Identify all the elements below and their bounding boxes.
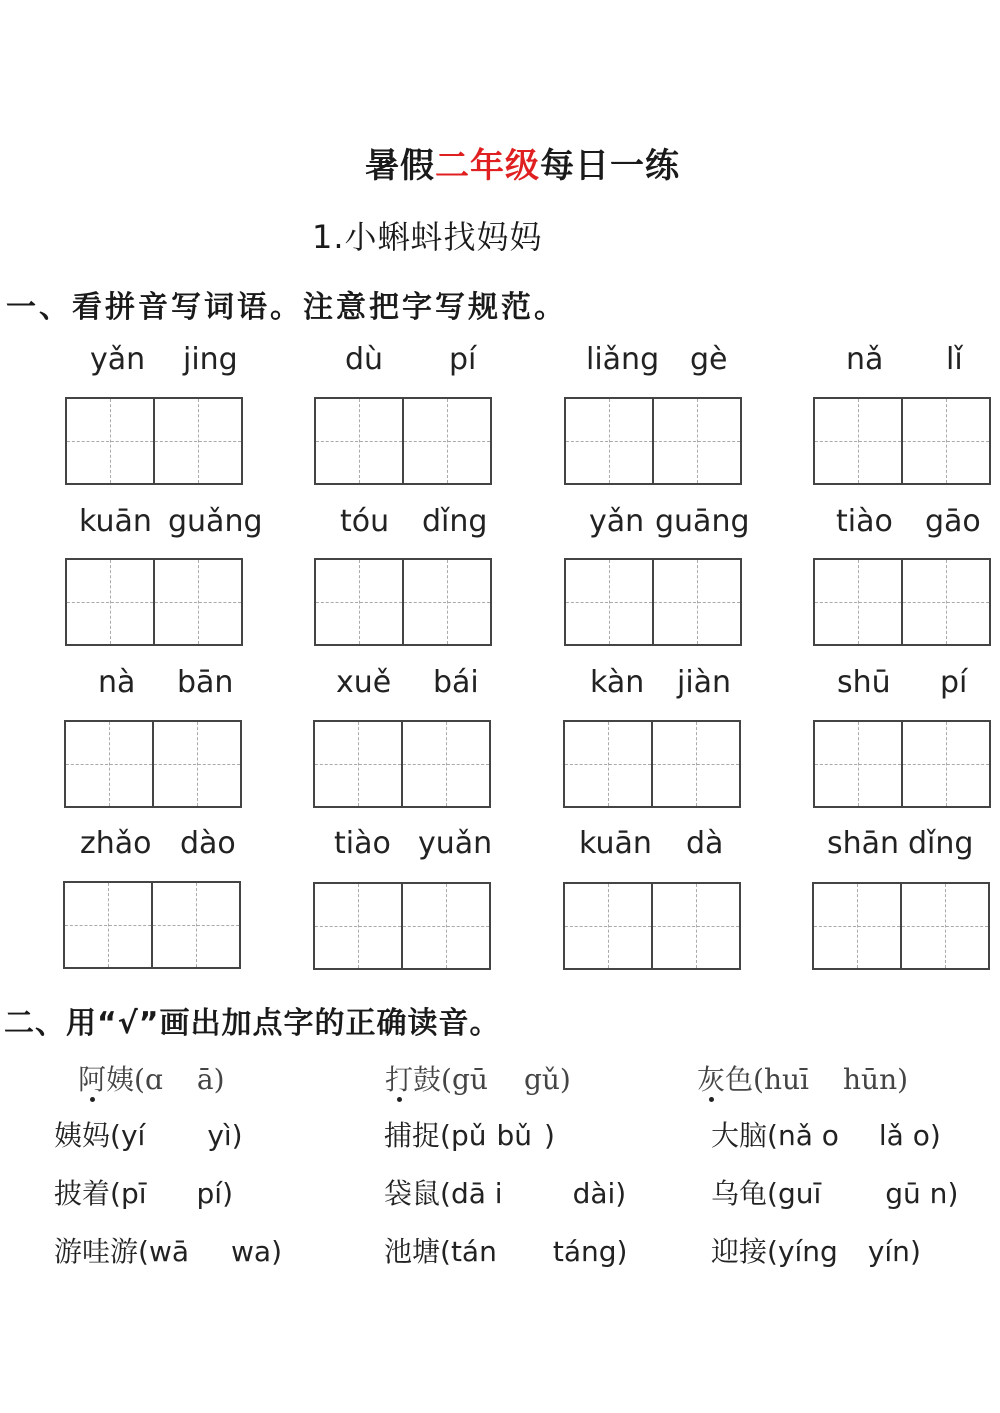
choice-item — [697, 1058, 908, 1098]
pinyin-label: zhǎo — [80, 826, 152, 861]
option-2[interactable]: pí — [196, 1177, 223, 1210]
paren-close: ) — [559, 1063, 571, 1096]
word: 大脑 — [711, 1119, 768, 1152]
pinyin-label: dǐng — [908, 826, 974, 861]
word-rest: 色 — [725, 1063, 754, 1096]
paren-open: ( — [110, 1119, 121, 1152]
dotted-char: 灰 — [697, 1063, 726, 1096]
writing-box-pair[interactable] — [313, 720, 491, 808]
option-1[interactable]: dā i — [450, 1177, 503, 1210]
paren-close: ) — [544, 1119, 555, 1152]
option-1[interactable]: huī — [763, 1063, 809, 1096]
pinyin-label: yǎn — [90, 342, 146, 377]
word: 游哇游 — [54, 1235, 139, 1268]
option-1[interactable]: pǔ — [450, 1119, 487, 1152]
paren-close: ) — [897, 1063, 909, 1096]
section-2-heading: 二、用“√”画出加点字的正确读音。 — [4, 1006, 501, 1041]
choice-item — [385, 1058, 571, 1098]
writing-box-pair[interactable] — [313, 882, 491, 970]
choice-item — [711, 1114, 941, 1154]
option-2[interactable]: lǎ o — [878, 1119, 930, 1152]
paren-open: ( — [138, 1235, 149, 1268]
writing-box-pair[interactable] — [64, 720, 242, 808]
word-rest: 鼓 — [413, 1063, 442, 1096]
title-part-1: 暑假 — [365, 146, 435, 186]
word-rest: 姨 — [106, 1063, 135, 1096]
pinyin-label: kàn — [590, 665, 645, 700]
dotted-char: 打 — [385, 1063, 414, 1096]
paren-open: ( — [767, 1177, 778, 1210]
section-1-heading: 一、看拼音写词语。注意把字写规范。 — [6, 290, 567, 325]
word: 袋鼠 — [384, 1177, 441, 1210]
pinyin-label: dù — [345, 342, 384, 377]
paren-close: ) — [909, 1235, 921, 1268]
title-part-3: 每日一练 — [540, 146, 680, 186]
word: 姨妈 — [54, 1119, 111, 1152]
paren-open: ( — [441, 1063, 452, 1096]
option-2[interactable]: dài — [572, 1177, 616, 1210]
word: 披着 — [54, 1177, 111, 1210]
choice-item — [711, 1230, 921, 1270]
paren-close: ) — [271, 1235, 283, 1268]
option-1[interactable]: pī — [120, 1177, 147, 1210]
option-1[interactable]: yíng — [777, 1235, 838, 1268]
paren-close: ) — [929, 1119, 941, 1152]
pinyin-label: nǎ — [846, 342, 884, 377]
paren-open: ( — [440, 1177, 451, 1210]
pinyin-label: xuě — [336, 665, 392, 700]
option-2[interactable]: hūn — [843, 1063, 898, 1096]
lesson-subtitle: 1.小蝌蚪找妈妈 — [312, 218, 543, 256]
word: 乌龟 — [711, 1177, 768, 1210]
pinyin-label: gāo — [925, 504, 981, 539]
word: 迎接 — [711, 1235, 768, 1268]
pinyin-label: yuǎn — [418, 826, 493, 861]
paren-close: ) — [213, 1063, 225, 1096]
choice-item — [78, 1058, 225, 1098]
option-2[interactable]: gū n — [885, 1177, 948, 1210]
writing-box-pair[interactable] — [65, 558, 243, 646]
pinyin-label: bái — [433, 665, 479, 700]
pinyin-label: nà — [98, 665, 136, 700]
paren-close: ) — [947, 1177, 959, 1210]
choice-item — [384, 1230, 627, 1270]
writing-box-pair[interactable] — [813, 558, 991, 646]
pinyin-label: tóu — [340, 504, 390, 539]
paren-open: ( — [110, 1177, 121, 1210]
paren-open: ( — [134, 1063, 145, 1096]
pinyin-label: dào — [180, 826, 236, 861]
dotted-char: 阿 — [78, 1063, 107, 1096]
pinyin-label: tiào — [836, 504, 893, 539]
option-2[interactable]: táng — [552, 1235, 617, 1268]
worksheet-title — [0, 138, 1000, 187]
choice-item — [54, 1230, 282, 1270]
choice-item — [711, 1172, 958, 1212]
paren-open: ( — [767, 1119, 778, 1152]
option-2[interactable]: gǔ — [523, 1063, 560, 1096]
pinyin-label: lǐ — [946, 342, 963, 377]
choice-item — [384, 1172, 626, 1212]
choice-item — [54, 1172, 233, 1212]
writing-box-pair[interactable] — [813, 397, 991, 485]
writing-box-pair[interactable] — [314, 397, 492, 485]
pinyin-label: guǎng — [168, 504, 263, 539]
pinyin-label: liǎng — [586, 342, 660, 377]
paren-open: ( — [753, 1063, 764, 1096]
option-2[interactable]: yì — [207, 1119, 232, 1152]
paren-close: ) — [231, 1119, 243, 1152]
writing-box-pair[interactable] — [813, 720, 991, 808]
option-2[interactable]: yín — [867, 1235, 910, 1268]
paren-close: ) — [616, 1235, 628, 1268]
pinyin-label: jing — [183, 342, 238, 377]
pinyin-label: yǎn — [589, 504, 645, 539]
pinyin-label: bān — [177, 665, 234, 700]
title-grade-highlight: 二年级 — [435, 146, 540, 186]
pinyin-label: dǐng — [422, 504, 488, 539]
writing-box-pair[interactable] — [564, 397, 742, 485]
choice-item — [54, 1114, 243, 1154]
pinyin-label: pí — [449, 342, 477, 377]
pinyin-label: jiàn — [677, 665, 732, 700]
pinyin-label: kuān — [579, 826, 652, 861]
option-2[interactable]: bǔ — [496, 1119, 533, 1152]
word: 捕捉 — [384, 1119, 441, 1152]
option-1[interactable]: tán — [450, 1235, 497, 1268]
option-1[interactable]: yí — [120, 1119, 146, 1152]
writing-box-pair[interactable] — [65, 397, 243, 485]
option-1[interactable]: wā — [148, 1235, 190, 1268]
pinyin-label: guāng — [655, 504, 750, 539]
pinyin-label: dà — [686, 826, 724, 861]
writing-box-pair[interactable] — [314, 558, 492, 646]
writing-box-pair[interactable] — [563, 882, 741, 970]
word: 池塘 — [384, 1235, 441, 1268]
option-2[interactable]: ā — [196, 1063, 214, 1096]
pinyin-label: pí — [940, 665, 968, 700]
writing-box-pair[interactable] — [63, 881, 241, 969]
paren-open: ( — [440, 1235, 451, 1268]
option-2[interactable]: wa — [231, 1235, 272, 1268]
paren-close: ) — [615, 1177, 627, 1210]
choice-item — [384, 1114, 555, 1154]
option-1[interactable]: ɑ — [144, 1063, 163, 1096]
writing-box-pair[interactable] — [563, 720, 741, 808]
option-1[interactable]: gū — [451, 1063, 488, 1096]
writing-box-pair[interactable] — [564, 558, 742, 646]
pinyin-label: gè — [690, 342, 728, 377]
option-1[interactable]: nǎ o — [777, 1119, 839, 1152]
pinyin-label: shān — [827, 826, 900, 861]
paren-close: ) — [222, 1177, 234, 1210]
paren-open: ( — [767, 1235, 778, 1268]
writing-box-pair[interactable] — [812, 882, 990, 970]
pinyin-label: tiào — [334, 826, 391, 861]
paren-open: ( — [440, 1119, 451, 1152]
option-1[interactable]: guī — [777, 1177, 822, 1210]
pinyin-label: kuān — [79, 504, 152, 539]
pinyin-label: shū — [837, 665, 891, 700]
